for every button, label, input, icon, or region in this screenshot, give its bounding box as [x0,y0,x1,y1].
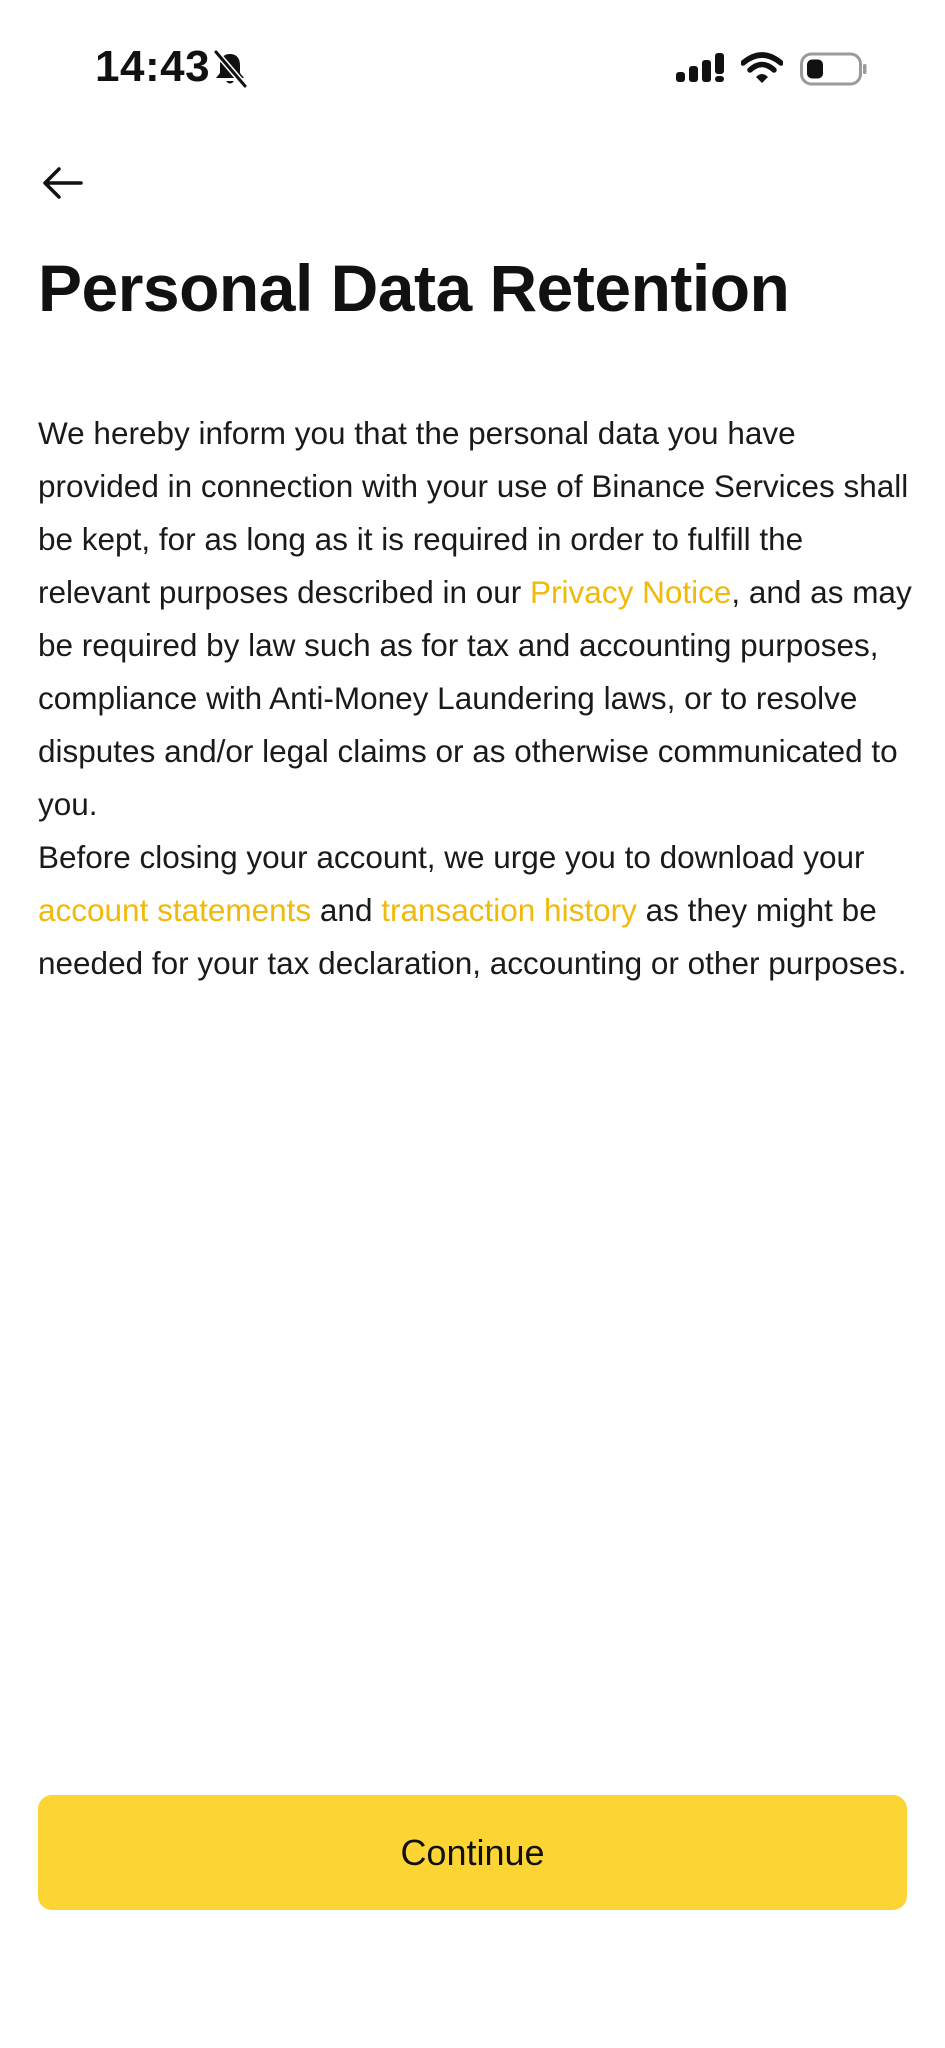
back-button[interactable] [30,150,96,216]
paragraph-1-text-a: We hereby inform you that the personal data you have provided in connection with your use of Binance Services shall be kept, for as long as it is required in order to fulfill the relevant purposes described in our [38,415,909,610]
wifi-icon [741,52,783,86]
arrow-left-icon [41,165,85,201]
cellular-signal-icon [676,52,726,88]
status-time: 14:43 [95,42,211,91]
privacy-notice-link[interactable]: Privacy Notice [530,574,732,610]
transaction-history-link[interactable]: transaction history [381,892,637,928]
paragraph-1-text-b: , and as may be required by law such as for tax and accounting purposes, compliance with Anti-Money Laundering laws, or to resolve disputes and/or legal claims or as otherwise communicated to you. [38,574,912,822]
paragraph-2-text-a: Before closing your account, we urge you to download your [38,839,865,875]
account-statements-link[interactable]: account statements [38,892,312,928]
continue-button[interactable]: Continue [38,1795,907,1910]
notice-paragraph-1 [38,407,913,831]
retention-notice-text [38,407,913,990]
battery-icon [800,52,868,86]
status-bar [0,0,945,140]
paragraph-2-text-b: and [311,892,382,928]
bell-mute-icon [212,50,248,88]
notice-paragraph-2 [38,831,913,990]
paragraph-2-text-c: as they might be needed for your tax declaration, accounting or other purposes. [38,892,907,981]
page-title: Personal Data Retention [38,251,790,325]
